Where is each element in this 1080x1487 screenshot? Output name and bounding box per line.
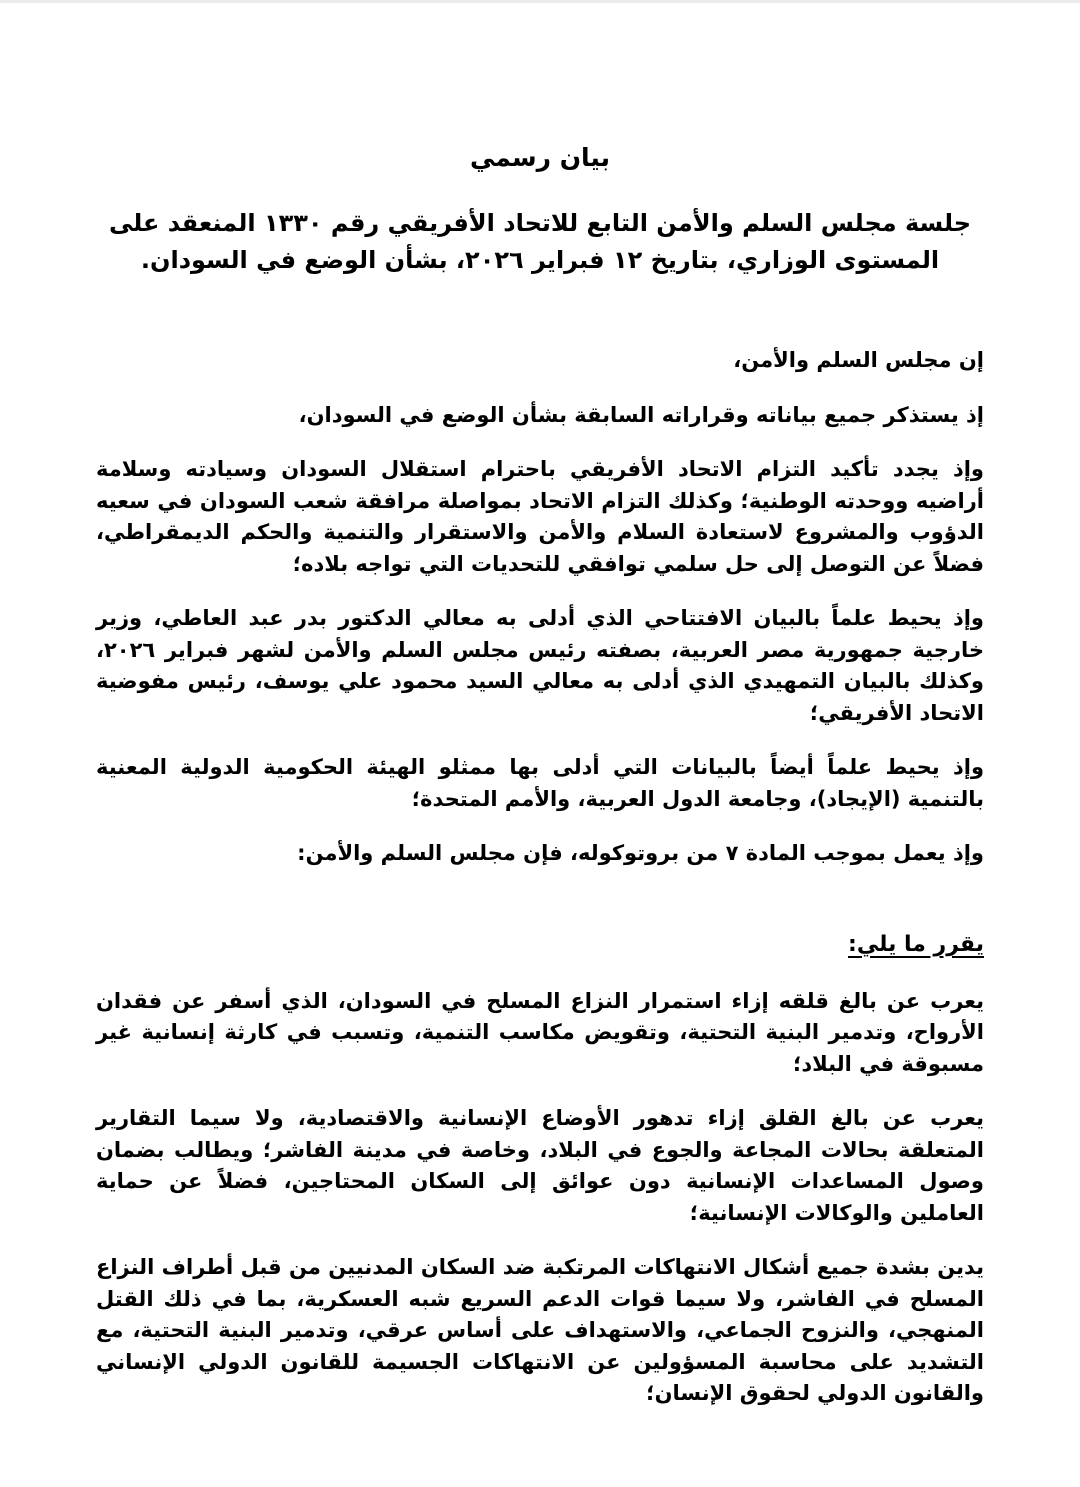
decides-heading [96,928,984,961]
preamble-recalling: إذ يستذكر جميع بياناته وقراراته السابقة بشأن الوضع في السودان، [298,402,984,427]
page-subtitle: جلسة مجلس السلم والأمن التابع للاتحاد الأفريقي رقم ١٣٣٠ المنعقد على المستوى الوزاري، بتاريخ ١٢ فبراير ٢٠٢٦، بشأن الوضع في السودان. [108,208,972,274]
preamble-reaffirming-commitment: وإذ يجدد تأكيد التزام الاتحاد الأفريقي باحترام استقلال السودان وسيادته وسلامة أراضيه ووحدته الوطنية؛ وكذلك التزام الاتحاد بمواصلة مرافقة شعب السودان في سعيه الدؤوب والمشروع لاستعادة السلام والأمن والاستقرار والتنمية والحكم الديمقراطي، فضلاً عن التوصل إلى حل سلمي توافقي للتحديات التي تواجه بلاده؛ [96,457,984,576]
operative-expresses-concern-humanitarian: يعرب عن بالغ القلق إزاء تدهور الأوضاع الإنسانية والاقتصادية، ولا سيما التقارير المتعلقة بحالات المجاعة والجوع في البلاد، وخاصة في مدينة الفاشر؛ ويطالب بضمان وصول المساعدات الإنسانية دون عوائق إلى السكان المحتاجين، فضلاً عن حماية العاملين والوكالات الإنسانية؛ [96,1106,984,1225]
preamble-taking-note-opening-statement: وإذ يحيط علماً بالبيان الافتتاحي الذي أدلى به معالي الدكتور بدر عبد العاطي، وزير خارجية جمهورية مصر العربية، بصفته رئيس مجلس السلم والأمن لشهر فبراير ٢٠٢٦، وكذلك بالبيان التمهيدي الذي أدلى به معالي السيد محمود علي يوسف، رئيس مفوضية الاتحاد الأفريقي؛ [96,606,984,725]
preamble-taking-note-igad-statements: وإذ يحيط علماً أيضاً بالبيانات التي أدلى بها ممثلو الهيئة الحكومية الدولية المعنية بالتنمية (الإيجاد)، وجامعة الدول العربية، والأمم المتحدة؛ [96,755,984,811]
page-title: بيان رسمي [469,143,611,172]
decides-heading-text: يقرر ما يلي: [848,931,984,957]
preamble-council-line: إن مجلس السلم والأمن، [733,348,984,373]
operative-strongly-condemns-violations: يدين بشدة جميع أشكال الانتهاكات المرتكبة ضد السكان المدنيين من قبل أطراف النزاع المسلح في الفاشر، ولا سيما قوات الدعم السريع شبه العسكرية، بما في ذلك القتل المنهجي، والنزوح الجماعي، والاستهداف على أساس عرقي، وتدمير البنية التحتية، مع التشديد على محاسبة المسؤولين عن الانتهاكات الجسيمة للقانون الدولي الإنساني والقانون الدولي لحقوق الإنسان؛ [96,1255,984,1406]
preamble-acting-under-article-7: وإذ يعمل بموجب المادة ٧ من بروتوكوله، فإن مجلس السلم والأمن: [297,841,984,866]
operative-expresses-deep-concern-conflict: يعرب عن بالغ قلقه إزاء استمرار النزاع المسلح في السودان، الذي أسفر عن فقدان الأرواح، وتدمير البنية التحتية، وتقويض مكاسب التنمية، وتسبب في كارثة إنسانية غير مسبوقة في البلاد؛ [96,988,984,1076]
